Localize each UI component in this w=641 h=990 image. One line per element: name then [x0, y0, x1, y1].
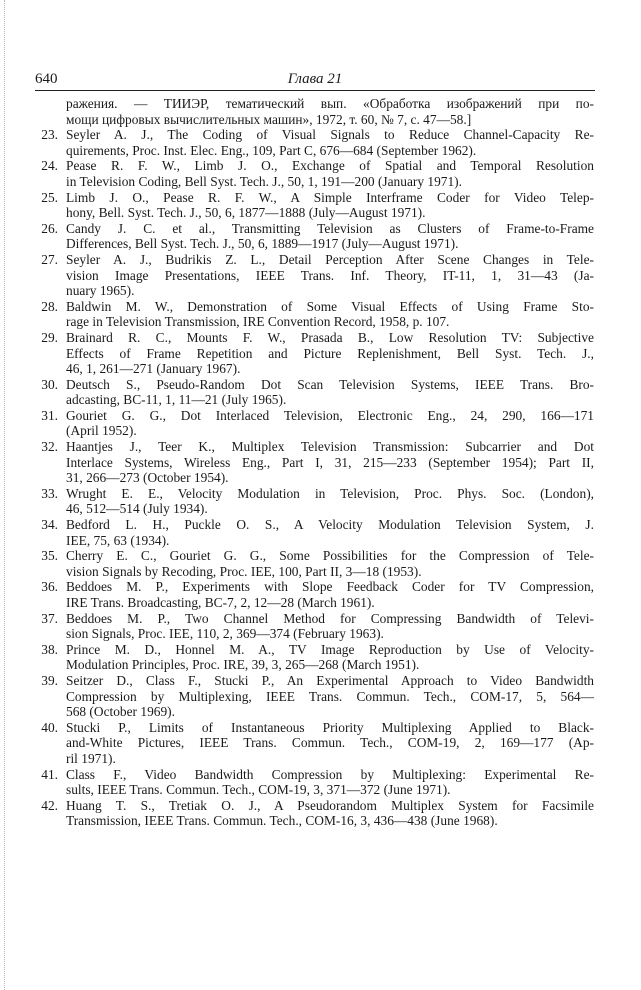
- reference-number: 24.: [41, 158, 58, 174]
- reference-line: Candy J. C. et al., Transmitting Television as Clusters of Frame-to-Frame: [66, 220, 594, 236]
- reference-line: and-White Pictures, IEEE Trans. Commun. Tech., COM-19, 2, 169—177 (Ap-: [66, 735, 594, 751]
- reference-number: 36.: [41, 579, 58, 595]
- page-number: 640: [35, 71, 58, 87]
- chapter-title: Глава 21: [287, 71, 343, 87]
- page-edge: [4, 0, 5, 990]
- reference-line: 31, 266—273 (October 1954).: [66, 470, 229, 486]
- reference-item: [36, 158, 594, 189]
- reference-line: Cherry E. C., Gouriet G. G., Some Possibilities for the Compression of Tele-: [66, 548, 594, 564]
- reference-line: Huang T. S., Tretiak O. J., A Pseudorandom Multiplex System for Facsimile: [66, 797, 594, 813]
- reference-number: 41.: [41, 766, 58, 782]
- reference-line: Seyler A. J., The Coding of Visual Signals to Reduce Channel-Capacity Re-: [66, 127, 594, 143]
- reference-item: [36, 798, 594, 829]
- reference-line: Seyler A. J., Budrikis Z. L., Detail Perception After Scene Changes in Tele-: [66, 251, 594, 267]
- reference-number: 33.: [41, 485, 58, 501]
- reference-line: мощи цифровых вычислительных машин», 1972, т. 60, № 7, с. 47—58.]: [66, 111, 472, 127]
- reference-number: 30.: [41, 376, 58, 392]
- reference-number: 40.: [41, 719, 58, 735]
- reference-number: 29.: [41, 329, 58, 345]
- reference-item: [36, 579, 594, 610]
- reference-line: Baldwin M. W., Demonstration of Some Visual Effects of Using Frame Sto-: [66, 298, 594, 314]
- reference-line: IEE, 75, 63 (1934).: [66, 532, 170, 548]
- reference-line: Beddoes M. P., Experiments with Slope Feedback Coder for TV Compression,: [66, 579, 594, 595]
- reference-number: 38.: [41, 641, 58, 657]
- reference-number: 35.: [41, 548, 58, 564]
- reference-line: sults, IEEE Trans. Commun. Tech., COM-19, 3, 371—372 (June 1971).: [66, 782, 451, 798]
- reference-line: Compression by Multiplexing, IEEE Trans. Commun. Tech., COM-17, 5, 564—: [66, 688, 594, 704]
- reference-line: Prince M. D., Honnel M. A., TV Image Reproduction by Use of Velocity-: [66, 641, 594, 657]
- reference-line: hony, Bell. Syst. Tech. J., 50, 6, 1877—1888 (July—August 1971).: [66, 205, 426, 221]
- reference-number: 39.: [41, 672, 58, 688]
- reference-line: Class F., Video Bandwidth Compression by Multiplexing: Experimental Re-: [66, 766, 594, 782]
- reference-number: 23.: [41, 127, 58, 143]
- reference-list: [36, 96, 594, 829]
- reference-item: [36, 330, 594, 377]
- reference-line: vision Signals by Recoding, Proc. IEE, 100, Part II, 3—18 (1953).: [66, 563, 422, 579]
- reference-line: Transmission, IEEE Trans. Commun. Tech., COM-16, 3, 436—438 (June 1968).: [66, 813, 498, 829]
- reference-line: adcasting, BC-11, 1, 11—21 (July 1965).: [66, 392, 287, 408]
- reference-number: 34.: [41, 517, 58, 533]
- reference-item: [36, 96, 594, 127]
- reference-line: Brainard R. C., Mounts F. W., Prasada B., Low Resolution TV: Subjective: [66, 329, 594, 345]
- reference-line: in Television Coding, Bell Syst. Tech. J., 50, 1, 191—200 (January 1971).: [66, 173, 462, 189]
- reference-item: [36, 486, 594, 517]
- reference-item: [36, 720, 594, 767]
- reference-number: 32.: [41, 439, 58, 455]
- reference-item: [36, 517, 594, 548]
- reference-item: [36, 673, 594, 720]
- reference-number: 31.: [41, 407, 58, 423]
- reference-line: Effects of Frame Repetition and Picture Replenishment, Bell Syst. Tech. J.,: [66, 345, 594, 361]
- reference-line: IRE Trans. Broadcasting, BC-7, 2, 12—28 (March 1961).: [66, 595, 375, 610]
- reference-line: Modulation Principles, Proc. IRE, 39, 3, 265—268 (March 1951).: [66, 657, 420, 673]
- reference-item: [36, 299, 594, 330]
- reference-item: [36, 252, 594, 299]
- reference-line: nuary 1965).: [66, 283, 135, 299]
- reference-number: 27.: [41, 251, 58, 267]
- reference-line: Pease R. F. W., Limb J. O., Exchange of Spatial and Temporal Resolution: [66, 158, 594, 174]
- reference-item: [36, 408, 594, 439]
- reference-item: [36, 548, 594, 579]
- reference-line: Differences, Bell Syst. Tech. J., 50, 6, 1889—1917 (July—August 1971).: [66, 236, 459, 252]
- page-header: [35, 70, 595, 91]
- reference-line: rage in Television Transmission, IRE Convention Record, 1958, p. 107.: [66, 314, 450, 330]
- reference-line: 568 (October 1969).: [66, 704, 175, 720]
- reference-line: Gouriet G. G., Dot Interlaced Television, Electronic Eng., 24, 290, 166—171: [66, 407, 594, 423]
- reference-line: Interlace Systems, Wireless Eng., Part I, 31, 215—233 (September 1954); Part II,: [66, 454, 594, 470]
- reference-item: [36, 767, 594, 798]
- reference-item: [36, 127, 594, 158]
- reference-number: 37.: [41, 610, 58, 626]
- reference-item: [36, 611, 594, 642]
- reference-line: vision Image Presentations, IEEE Trans. Inf. Theory, IT-11, 1, 31—43 (Ja-: [66, 267, 594, 283]
- reference-line: Beddoes M. P., Two Channel Method for Compressing Bandwidth of Televi-: [66, 610, 594, 626]
- reference-line: Seitzer D., Class F., Stucki P., An Experimental Approach to Video Bandwidth: [66, 672, 594, 688]
- reference-item: [36, 377, 594, 408]
- reference-item: [36, 190, 594, 221]
- reference-line: 46, 1, 261—271 (January 1967).: [66, 361, 241, 377]
- reference-number: 26.: [41, 220, 58, 236]
- reference-line: Bedford L. H., Puckle O. S., A Velocity Modulation Television System, J.: [66, 517, 594, 533]
- reference-number: 42.: [41, 797, 58, 813]
- reference-line: Wrught E. E., Velocity Modulation in Television, Proc. Phys. Soc. (London),: [66, 485, 594, 501]
- reference-line: Deutsch S., Pseudo-Random Dot Scan Television Systems, IEEE Trans. Bro-: [66, 376, 594, 392]
- reference-line: Stucki P., Limits of Instantaneous Priority Multiplexing Applied to Black-: [66, 719, 594, 735]
- reference-line: Haantjes J., Teer K., Multiplex Television Transmission: Subcarrier and Dot: [66, 439, 594, 455]
- reference-line: 46, 512—514 (July 1934).: [66, 501, 208, 517]
- reference-line: quirements, Proc. Inst. Elec. Eng., 109, Part C, 676—684 (September 1962).: [66, 142, 477, 158]
- reference-line: ражения. — ТИИЭР, тематический вып. «Обработка изображений при по-: [66, 96, 594, 111]
- reference-line: Limb J. O., Pease R. F. W., A Simple Interframe Coder for Video Telep-: [66, 189, 594, 205]
- reference-number: 25.: [41, 189, 58, 205]
- reference-line: sion Signals, Proc. IEE, 110, 2, 369—374 (February 1963).: [66, 626, 384, 642]
- reference-line: (April 1952).: [66, 423, 137, 439]
- reference-item: [36, 221, 594, 252]
- reference-number: 28.: [41, 298, 58, 314]
- reference-line: ril 1971).: [66, 750, 116, 766]
- reference-item: [36, 642, 594, 673]
- reference-item: [36, 439, 594, 486]
